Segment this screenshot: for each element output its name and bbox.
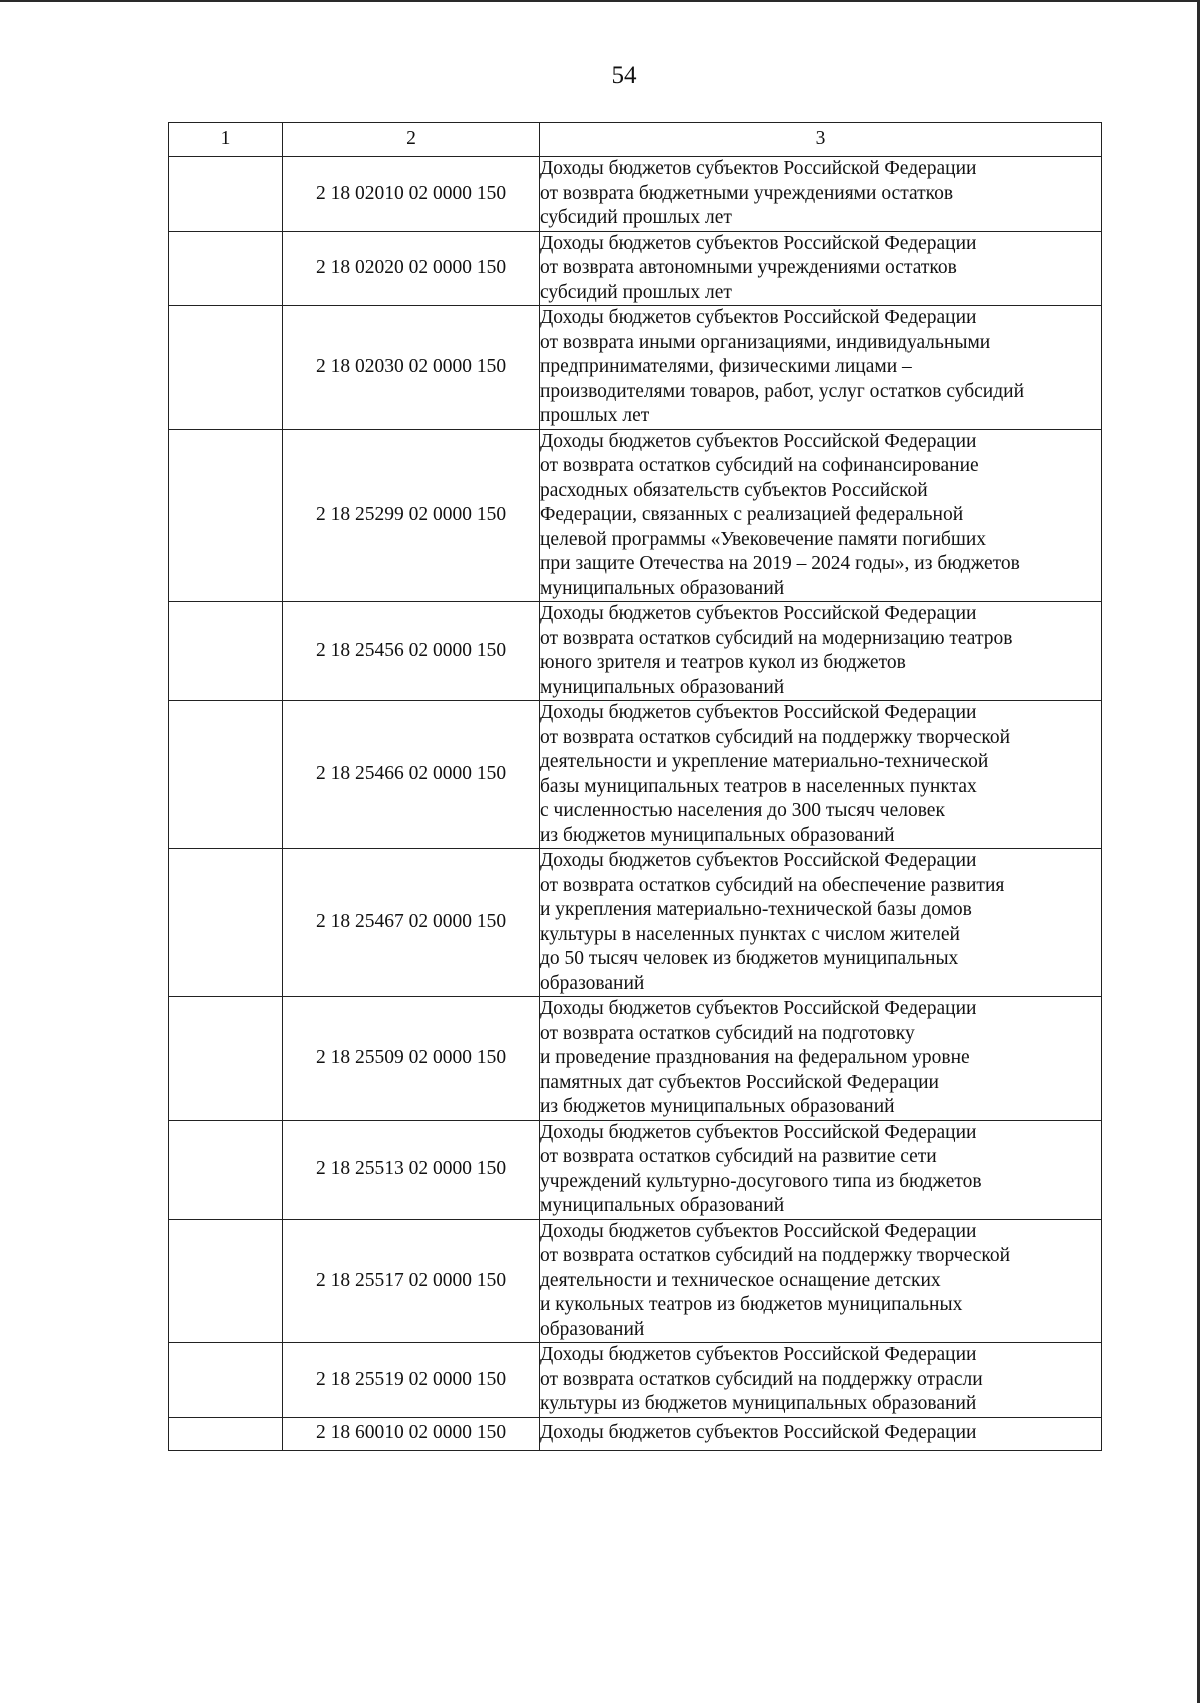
header-col-3: 3: [540, 123, 1102, 157]
description-line: Доходы бюджетов субъектов Российской Федерации: [540, 702, 977, 723]
income-description-cell: [540, 306, 1102, 430]
income-description-cell: [540, 1219, 1102, 1343]
income-description-cell: [540, 1120, 1102, 1219]
description-line: от возврата остатков субсидий на развитие сети: [540, 1146, 937, 1167]
description-line: Доходы бюджетов субъектов Российской Федерации: [540, 232, 977, 254]
description-line: расходных обязательств субъектов Российской: [540, 479, 928, 501]
description-line: и проведение празднования на федеральном уровне: [540, 1047, 970, 1068]
row-col-1-cell: [169, 1219, 283, 1343]
table-row: [169, 231, 1102, 306]
description-line: и кукольных театров из бюджетов муниципальных: [540, 1294, 963, 1315]
description-line: до 50 тысяч человек из бюджетов муниципальных: [540, 948, 959, 969]
row-col-1-cell: [169, 1120, 283, 1219]
description-line: Доходы бюджетов субъектов Российской Федерации: [540, 307, 977, 328]
description-line: от возврата остатков субсидий на обеспечение развития: [540, 874, 1005, 896]
description-line: деятельности и техническое оснащение детских: [540, 1269, 941, 1291]
description-line: от возврата иными организациями, индивидуальными: [540, 331, 991, 353]
description-line: от возврата остатков субсидий на модернизацию театров: [540, 627, 1013, 649]
description-line: муниципальных образований: [540, 1195, 785, 1216]
table-header-row: [169, 123, 1102, 157]
income-description-cell: [540, 231, 1102, 306]
table-row: [169, 1343, 1102, 1418]
income-code-cell: 2 18 02030 02 0000 150: [283, 306, 540, 430]
description-line: целевой программы «Увековечение памяти погибших: [540, 528, 987, 550]
income-description-cell: [540, 849, 1102, 997]
table-body: [169, 157, 1102, 1451]
description-line: из бюджетов муниципальных образований: [540, 824, 895, 846]
description-line: прошлых лет: [540, 405, 650, 426]
income-code-cell: 2 18 25467 02 0000 150: [283, 849, 540, 997]
description-line: при защите Отечества на 2019 – 2024 годы», из бюджетов: [540, 553, 1020, 574]
description-line: муниципальных образований: [540, 577, 785, 599]
income-description-cell: [540, 1343, 1102, 1418]
income-code-cell: 2 18 60010 02 0000 150: [283, 1417, 540, 1450]
income-code-cell: 2 18 02020 02 0000 150: [283, 231, 540, 306]
table-row: [169, 849, 1102, 997]
description-line: от возврата остатков субсидий на софинансирование: [540, 455, 979, 476]
description-line: Доходы бюджетов субъектов Российской Федерации: [540, 1220, 977, 1242]
description-line: образований: [540, 972, 645, 994]
income-description-cell: [540, 997, 1102, 1121]
table-row: [169, 1417, 1102, 1450]
description-line: образований: [540, 1318, 645, 1340]
row-col-1-cell: [169, 157, 283, 232]
description-line: учреждений культурно-досугового типа из бюджетов: [540, 1170, 982, 1192]
income-code-cell: 2 18 25519 02 0000 150: [283, 1343, 540, 1418]
description-line: Доходы бюджетов субъектов Российской Федерации: [540, 1121, 977, 1143]
table-row: [169, 157, 1102, 232]
description-line: Доходы бюджетов субъектов Российской Федерации: [540, 850, 977, 871]
scan-edge-top: [0, 0, 1200, 2]
income-code-cell: 2 18 25466 02 0000 150: [283, 701, 540, 849]
table-row: [169, 997, 1102, 1121]
description-line: Доходы бюджетов субъектов Российской Федерации: [540, 998, 977, 1019]
description-line: и укрепления материально-технической базы домов: [540, 899, 972, 920]
description-line: производителями товаров, работ, услуг остатков субсидий: [540, 380, 1025, 402]
income-code-cell: 2 18 25509 02 0000 150: [283, 997, 540, 1121]
description-line: культуры из бюджетов муниципальных образований: [540, 1393, 977, 1414]
row-col-1-cell: [169, 602, 283, 701]
income-description-cell: [540, 602, 1102, 701]
income-code-cell: 2 18 25517 02 0000 150: [283, 1219, 540, 1343]
description-line: Федерации, связанных с реализацией федеральной: [540, 504, 964, 525]
description-line: Доходы бюджетов субъектов Российской Федерации: [540, 603, 977, 624]
income-code-cell: 2 18 02010 02 0000 150: [283, 157, 540, 232]
table-row: [169, 1219, 1102, 1343]
row-col-1-cell: [169, 429, 283, 602]
page-number: 54: [611, 62, 637, 89]
header-col-1: 1: [169, 123, 283, 157]
row-col-1-cell: [169, 1417, 283, 1450]
table-row: [169, 701, 1102, 849]
table-row: [169, 429, 1102, 602]
description-line: от возврата остатков субсидий на подготовку: [540, 1022, 915, 1044]
income-code-cell: 2 18 25299 02 0000 150: [283, 429, 540, 602]
description-line: культуры в населенных пунктах с числом жителей: [540, 923, 960, 945]
description-line: муниципальных образований: [540, 676, 785, 698]
income-code-cell: 2 18 25456 02 0000 150: [283, 602, 540, 701]
row-col-1-cell: [169, 1343, 283, 1418]
table-row: [169, 306, 1102, 430]
income-description-cell: [540, 1417, 1102, 1450]
income-code-cell: 2 18 25513 02 0000 150: [283, 1120, 540, 1219]
description-line: юного зрителя и театров кукол из бюджетов: [540, 652, 906, 673]
description-line: от возврата бюджетными учреждениями остатков: [540, 182, 954, 204]
description-line: деятельности и укрепление материально-технической: [540, 751, 989, 772]
row-col-1-cell: [169, 231, 283, 306]
row-col-1-cell: [169, 306, 283, 430]
description-line: субсидий прошлых лет: [540, 207, 732, 228]
description-line: предпринимателями, физическими лицами –: [540, 356, 912, 377]
description-line: от возврата остатков субсидий на поддержку творческой: [540, 726, 1011, 748]
description-line: с численностью населения до 300 тысяч человек: [540, 800, 945, 821]
header-col-2: 2: [283, 123, 540, 157]
description-line: от возврата остатков субсидий на поддержку творческой: [540, 1245, 1011, 1266]
row-col-1-cell: [169, 997, 283, 1121]
row-col-1-cell: [169, 701, 283, 849]
description-line: Доходы бюджетов субъектов Российской Федерации: [540, 1422, 977, 1444]
income-description-cell: [540, 701, 1102, 849]
description-line: базы муниципальных театров в населенных пунктах: [540, 775, 977, 797]
description-line: из бюджетов муниципальных образований: [540, 1096, 895, 1117]
description-line: Доходы бюджетов субъектов Российской Федерации: [540, 158, 977, 179]
description-line: Доходы бюджетов субъектов Российской Федерации: [540, 430, 977, 452]
table-row: [169, 1120, 1102, 1219]
income-description-cell: [540, 429, 1102, 602]
income-description-cell: [540, 157, 1102, 232]
table-row: [169, 602, 1102, 701]
description-line: памятных дат субъектов Российской Федерации: [540, 1071, 939, 1093]
budget-classification-table: [168, 122, 1102, 1451]
description-line: Доходы бюджетов субъектов Российской Федерации: [540, 1344, 977, 1365]
description-line: от возврата автономными учреждениями остатков: [540, 257, 957, 278]
description-line: субсидий прошлых лет: [540, 281, 732, 303]
description-line: от возврата остатков субсидий на поддержку отрасли: [540, 1368, 983, 1390]
row-col-1-cell: [169, 849, 283, 997]
